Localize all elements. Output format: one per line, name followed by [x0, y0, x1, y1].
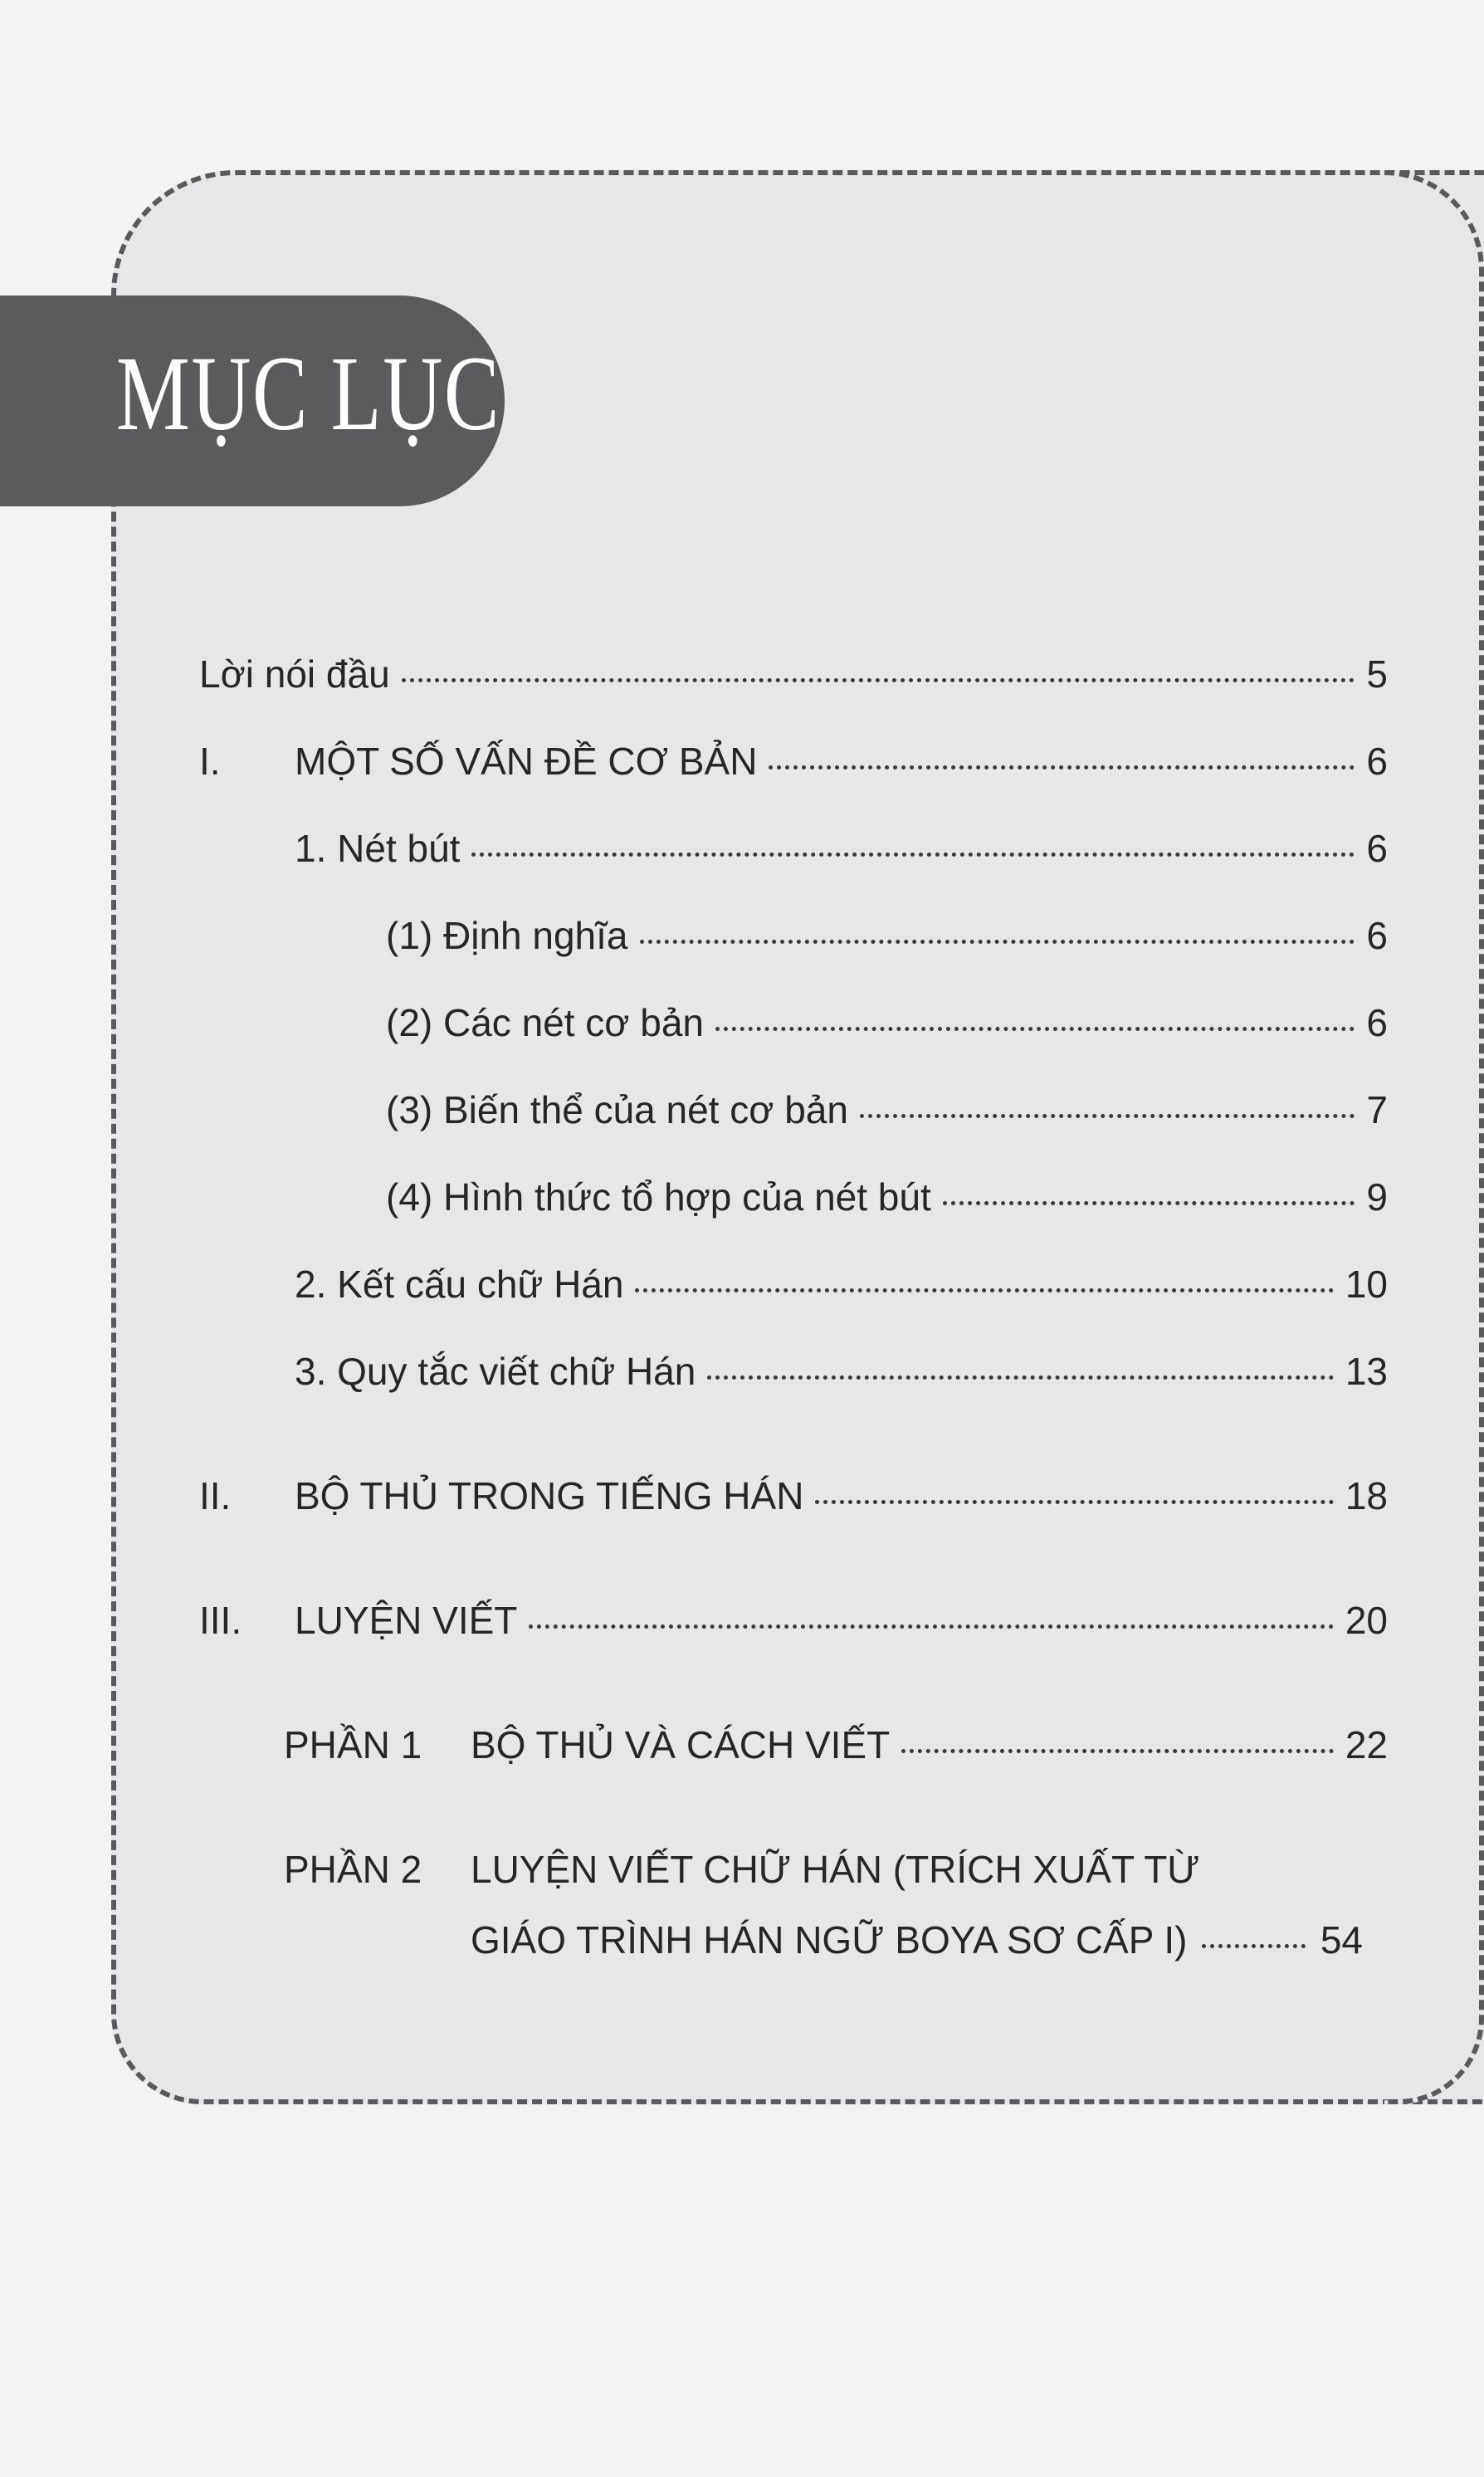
leader-dots	[1202, 1944, 1305, 1948]
leader-dots	[901, 1749, 1334, 1753]
toc-entry-section-1[interactable]	[199, 739, 1388, 784]
toc-page-number: 5	[1366, 652, 1388, 696]
leader-dots	[815, 1500, 1333, 1504]
toc-label: (4) Hình thức tổ hợp của nét bút	[386, 1175, 931, 1219]
toc-page-number: 6	[1366, 1001, 1388, 1044]
toc-entry-1-1-1[interactable]	[386, 913, 1388, 958]
toc-label: LUYỆN VIẾT CHỮ HÁN (TRÍCH XUẤT TỪ	[471, 1848, 1200, 1891]
leader-dots	[640, 940, 1355, 944]
toc-entry-1-3[interactable]	[295, 1349, 1388, 1394]
leader-dots	[769, 765, 1355, 769]
toc-entry-1-1-4[interactable]	[386, 1175, 1388, 1219]
toc-page-number: 18	[1345, 1474, 1388, 1517]
toc-entry-part-1[interactable]	[284, 1722, 1388, 1767]
toc-label: BỘ THỦ VÀ CÁCH VIẾT	[471, 1723, 891, 1766]
leader-dots	[529, 1624, 1333, 1629]
toc-section-number: I.	[199, 740, 221, 783]
toc-page-number: 7	[1366, 1088, 1388, 1131]
leader-dots	[635, 1288, 1333, 1292]
toc-frame-right	[1384, 170, 1484, 2104]
toc-label: 2. Kết cấu chữ Hán	[295, 1263, 624, 1306]
toc-entry-1-1-2[interactable]	[386, 1000, 1388, 1045]
leader-dots	[471, 853, 1355, 857]
toc-entry-part-2[interactable]	[284, 1847, 1363, 1892]
toc-label: 3. Quy tắc viết chữ Hán	[295, 1350, 696, 1393]
page-title: MỤC LỤC	[116, 335, 501, 452]
toc-page-number: 9	[1366, 1175, 1388, 1219]
toc-part-number: PHẦN 2	[284, 1848, 422, 1891]
toc-page-number: 54	[1320, 1918, 1363, 1962]
leader-dots	[707, 1375, 1333, 1380]
toc-label: MỘT SỐ VẤN ĐỀ CƠ BẢN	[295, 740, 758, 783]
toc-page-number: 6	[1366, 827, 1388, 870]
toc-page-number: 10	[1345, 1263, 1388, 1306]
toc-section-number: III.	[199, 1599, 242, 1642]
toc-page-number: 13	[1345, 1350, 1388, 1393]
leader-dots	[715, 1027, 1355, 1031]
toc-entry-1-1-3[interactable]	[386, 1087, 1388, 1132]
leader-dots	[943, 1201, 1355, 1205]
leader-dots	[860, 1114, 1355, 1118]
leader-dots	[402, 678, 1355, 682]
toc-label: LUYỆN VIẾT	[295, 1599, 518, 1642]
toc-entry-section-2[interactable]	[199, 1473, 1388, 1518]
toc-label: (3) Biến thể của nét cơ bản	[386, 1088, 848, 1131]
toc-label: GIÁO TRÌNH HÁN NGỮ BOYA SƠ CẤP I)	[471, 1918, 1188, 1962]
toc-entry-section-3[interactable]	[199, 1598, 1388, 1643]
toc-section-number: II.	[199, 1474, 232, 1517]
toc-label: 1. Nét bút	[295, 827, 461, 870]
toc-page-number: 20	[1345, 1599, 1388, 1642]
toc-entry-part-2-continued[interactable]	[471, 1918, 1363, 1962]
toc-label: (2) Các nét cơ bản	[386, 1001, 705, 1044]
toc-label: BỘ THỦ TRONG TIẾNG HÁN	[295, 1474, 804, 1517]
toc-page-number: 6	[1366, 914, 1388, 957]
toc-page-number: 6	[1366, 740, 1388, 783]
toc-page-number: 22	[1345, 1723, 1388, 1766]
toc-entry-1-2[interactable]	[295, 1262, 1388, 1307]
toc-label: (1) Định nghĩa	[386, 914, 628, 957]
toc-label: Lời nói đầu	[199, 652, 390, 696]
toc-entry-preface[interactable]	[199, 652, 1388, 696]
toc-entry-1-1[interactable]	[295, 826, 1388, 871]
toc-part-number: PHẦN 1	[284, 1723, 422, 1766]
